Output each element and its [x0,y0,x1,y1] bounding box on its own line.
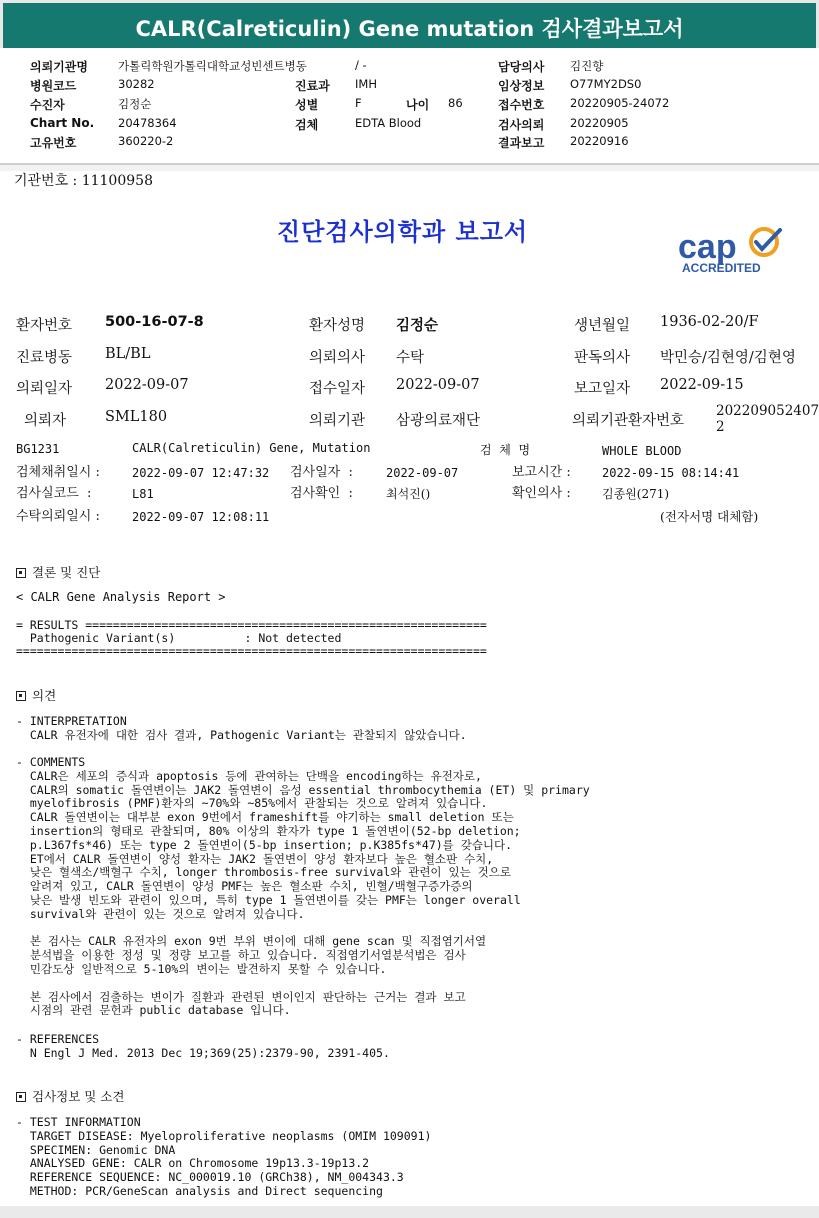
comments-text: - COMMENTS CALR은 세포의 증식과 apoptosis 등에 관여하는 단백을 encoding하는 유전자로, CALR의 somatic 돌연변이는 JAK2 돌연변이 음성 essential thrombocythemia (ET) 및 primary myelofibrosis (PMF)환자의 ~70%와 ~85%에서 관찰되는 것으로 알려져 있습니다. CALR 돌연변이는 대부분 exon 9번에서 frameshift를 야기하는 small deletion 또는 insertion의 형태로 관찰되며, 80% 이상의 환자가 type 1 돌연변이(52-bp deletion; p.L367fs*46) 또는 type 2 돌연변이(5-bp insertion; p.K385fs*47)를 갖습니다. ET에서 CALR 돌연변이 양성 환자는 JAK2 돌연변이 양성 환자보다 높은 혈소판 수치, 낮은 혈색소/백혈구 수치, longer thrombosis-free survival와 관련이 있는 것으로 알려져 있고, CALR 돌연변이 양성 PMF는 높은 혈소판 수치, 빈혈/백혈구증가증의 낮은 발생 빈도와 관련이 있으며, 특히 type 1 돌연변이를 갖는 PMF는 longer overall survival와 관련이 있는 것으로 알려져 있습니다. 본 검사는 CALR 유전자의 exon 9번 부위 변이에 대해 gene scan 및 직접염기서열 분석법을 이용한 정성 및 정량 보고를 하고 있습니다. 직접염기서열분석법은 검사 민감도상 일반적으로 5-10%의 변이는 발견하지 못할 수 있습니다. 본 검사에서 검출하는 변이가 질환과 관련된 변이인지 판단하는 근거는 결과 보고 시점의 관련 문헌과 public database 입니다. [16,755,590,1018]
header-value: 20220905-24072 [570,96,670,110]
header-label: 성별 [295,98,319,112]
section-conclusion: 결론 및 진단 [16,563,100,581]
header-label: 검체 [295,118,319,132]
patient-value: 박민승/김현영/김현영 [660,350,796,366]
patient-value: 202209052407 [716,403,819,419]
patient-value: 2022-09-15 [660,377,744,393]
lab-code-value: L81 [132,487,154,501]
section-opinion: 의견 [16,686,56,704]
age-label: 나이 [406,98,430,112]
specimen-label: 검 체 명 [480,443,531,457]
header-label: 검사의뢰 [498,118,545,132]
patient-label: 보고일자 [574,381,631,397]
patient-label: 의뢰의사 [309,350,366,366]
section-box-icon [16,568,26,578]
patient-value-wrap: 2 [716,419,725,435]
patient-value: 수탁 [396,350,425,366]
patient-value: SML180 [105,409,168,425]
header-label: 결과보고 [498,136,545,150]
cap-logo-text: cap [678,228,737,266]
specimen-value: WHOLE BLOOD [602,444,682,458]
esign-note: (전자서명 대체함) [660,509,759,524]
patient-value: 2022-09-07 [105,377,189,393]
confirm-doctor-label: 확인의사 : [512,486,571,501]
header-info [0,48,819,165]
org-number: 기관번호 : 11100958 [14,173,153,189]
patient-label: 의뢰자 [24,413,67,429]
header-value: / - [355,58,367,72]
test-date-value: 2022-09-07 [386,466,459,480]
report-banner-title: CALR(Calreticulin) Gene mutation 검사결과보고서 [0,0,819,48]
report-time-value: 2022-09-15 08:14:41 [602,466,740,480]
section-box-icon [16,691,26,701]
patient-label: 환자성명 [309,318,366,334]
confirm-label: 검사확인 : [290,486,353,501]
patient-number: 500-16-07-8 [105,314,204,330]
test-date-label: 검사일자 : [290,465,353,480]
report-header: < CALR Gene Analysis Report > [16,590,226,604]
section-test-info: 검사정보 및 소견 [16,1087,124,1105]
pathogenic-variant-result: Pathogenic Variant(s) : Not detected [16,631,342,645]
header-value: 김진향 [570,59,604,73]
patient-label: 진료병동 [16,350,73,366]
references-text: - REFERENCES N Engl J Med. 2013 Dec 19;369(25):2379-90, 2391-405. [16,1032,390,1060]
test-name: CALR(Calreticulin) Gene, Mutation [132,441,371,455]
header-value: EDTA Blood [355,116,422,130]
header-label: 고유번호 [30,136,77,150]
report-time-label: 보고시간 : [512,465,571,480]
patient-label: 판독의사 [574,350,631,366]
header-value: 360220-2 [118,134,174,148]
report-title: 진단검사의학과 보고서 [276,218,529,246]
patient-name: 김정순 [396,318,439,334]
header-value: 30282 [118,77,155,91]
patient-value: 삼광의료재단 [396,413,481,429]
cap-accredited-logo [676,224,796,279]
patient-label: 의뢰기관 [309,413,366,429]
confirm-doctor-value: 김종원(271) [602,487,670,501]
header-label: 담당의사 [498,60,545,74]
header-label: 접수번호 [498,98,545,112]
header-value: 20220905 [570,116,629,130]
header-label: 진료과 [295,79,330,93]
test-information-text: - TEST INFORMATION TARGET DISEASE: Myeloproliferative neoplasms (OMIM 109091) SPECIMEN: Genomic DNA ANALYSED GENE: CALR on Chromosome 19p13.3-19p13.2 REFERENCE SEQUENCE: NC_000019.10 (GRCh38), NM_004343.3 METHOD: PCR/GeneScan analysis and Direct sequencing [16,1115,432,1198]
request-time-value: 2022-09-07 12:08:11 [132,510,270,524]
header-value: 20220916 [570,134,629,148]
patient-value: BL/BL [105,346,151,362]
confirm-value: 최석진() [386,487,431,501]
age-value: 86 [448,96,463,110]
equals-line: ==================================================================== [16,644,487,658]
patient-birthdate: 1936-02-20/F [660,314,759,330]
header-value: 가톨릭학원가톨릭대학교성빈센트병동 [118,59,307,73]
bottom-band [0,1206,819,1218]
cap-logo-sub: ACCREDITED [682,261,761,275]
patient-label: 환자번호 [16,318,73,334]
patient-value: 2022-09-07 [396,377,480,393]
header-label: 임상정보 [498,79,545,93]
patient-label: 의뢰일자 [16,381,73,397]
header-label: 병원코드 [30,79,77,93]
header-value: O77MY2DS0 [570,77,642,91]
header-value: 20478364 [118,116,177,130]
header-label: 수진자 [30,98,65,112]
lab-code-label: 검사실코드 : [16,486,92,501]
section-box-icon [16,1092,26,1102]
header-label: Chart No. [30,116,95,130]
request-time-label: 수탁의뢰일시 : [16,509,100,524]
header-value: 김정순 [118,97,152,111]
header-value: IMH [355,77,377,91]
interpretation-text: - INTERPRETATION CALR 유전자에 대한 검사 결과, Pathogenic Variant는 관찰되지 않았습니다. [16,714,467,742]
patient-label: 접수일자 [309,381,366,397]
patient-label: 의뢰기관환자번호 [572,413,685,429]
results-line: = RESULTS ========================================================== [16,618,487,632]
collect-value: 2022-09-07 12:47:32 [132,466,270,480]
header-value: F [355,96,362,110]
test-code: BG1231 [16,442,60,456]
patient-label: 생년월일 [574,318,631,334]
header-label: 의뢰기관명 [30,60,88,74]
collect-label: 검체채취일시 : [16,465,100,480]
